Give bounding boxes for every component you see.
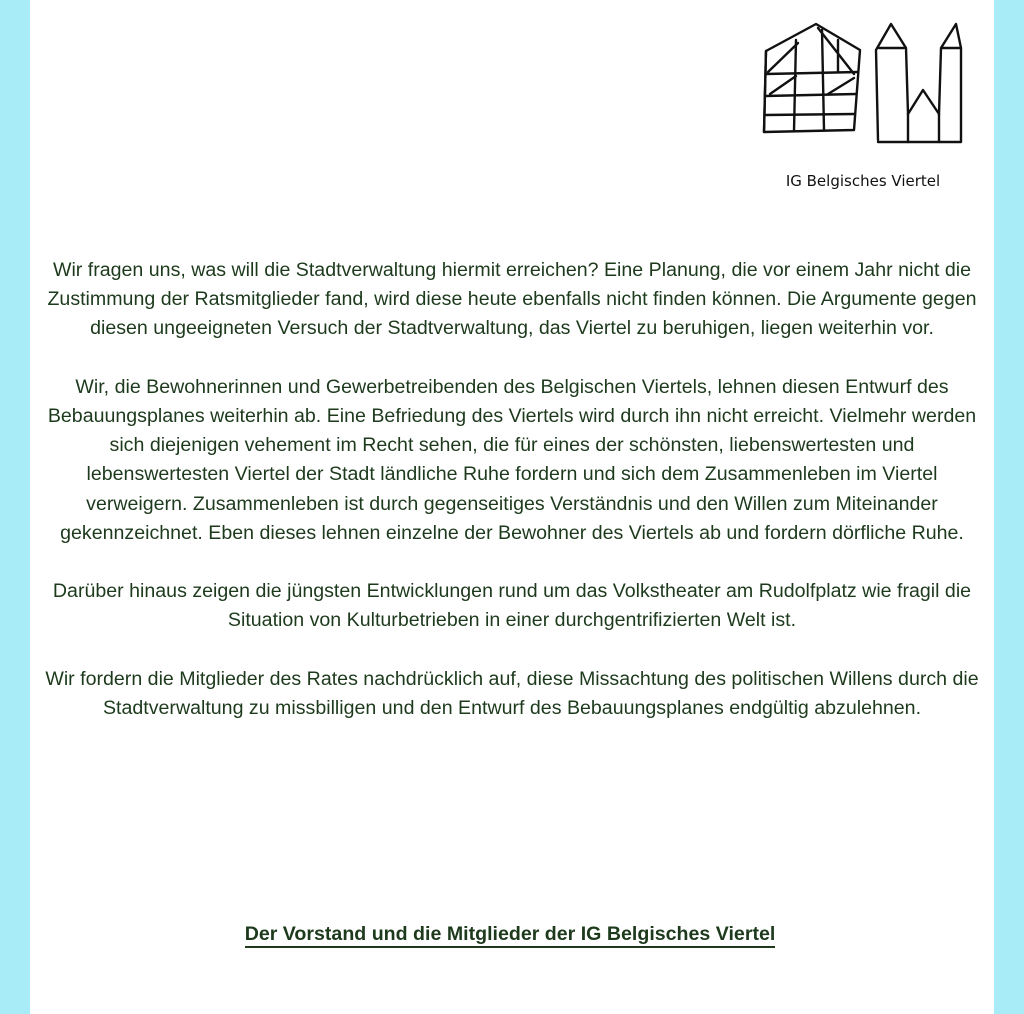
letter-body: [42, 256, 982, 752]
paragraph: Wir, die Bewohnerinnen und Gewerbetreibenden des Belgischen Viertels, lehnen diesen Entwurf des Bebauungsplanes weiterhin ab. Eine Befriedung des Viertels wird durch ihn nicht erreicht. Vielmehr werden sich diejenigen vehement im Recht sehen, die für eines der schönsten, liebenswertesten und lebenswertesten Viertel der Stadt ländliche Ruhe fordern und sich dem Zusammenleben im Viertel verweigern. Zusammenleben ist durch gegenseitiges Verständnis und den Willen zum Miteinander gekennzeichnet. Eben dieses lehnen einzelne der Bewohner des Viertels ab und fordern dörfliche Ruhe.: [47, 375, 977, 544]
organization-name: IG Belgisches Viertel: [785, 172, 941, 190]
paragraph: Darüber hinaus zeigen die jüngsten Entwicklungen rund um das Volkstheater am Rudolfplatz wie fragil die Situation von Kulturbetrieben in einer durchgentrifizierten Welt ist.: [52, 580, 972, 632]
document-page: [30, 0, 994, 1014]
signature-text: Der Vorstand und die Mitglieder der IG Belgisches Viertel: [245, 923, 776, 948]
houses-icon: [758, 18, 964, 148]
signature-line: [30, 923, 990, 946]
paragraph: Wir fordern die Mitglieder des Rates nachdrücklich auf, diese Missachtung des politischen Willens durch die Stadtverwaltung zu missbilligen und den Entwurf des Bebauungsplanes endgültig abzulehnen.: [45, 667, 979, 719]
paragraph: Wir fragen uns, was will die Stadtverwaltung hiermit erreichen? Eine Planung, die vor einem Jahr nicht die Zustimmung der Ratsmitglieder fand, wird diese heute ebenfalls nicht finden können. Die Argumente gegen diesen ungeeigneten Versuch der Stadtverwaltung, das Viertel zu beruhigen, liegen weiterhin vor.: [47, 259, 977, 340]
